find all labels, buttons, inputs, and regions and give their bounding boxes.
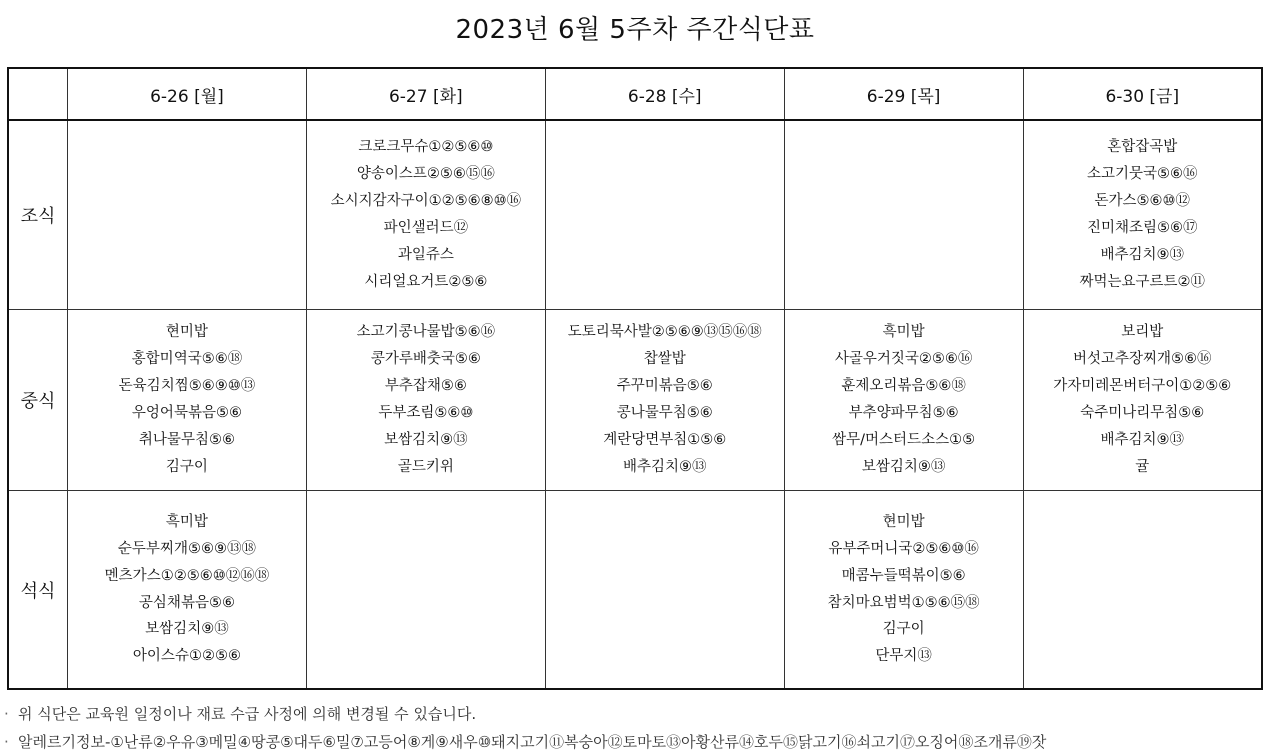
menu-cell	[545, 310, 784, 491]
dish-item: 숙주미나리무침⑤⑥	[1080, 405, 1205, 421]
dish-item: 멘츠가스①②⑤⑥⑩⑫⑯⑱	[104, 567, 270, 584]
dish-item: 주꾸미볶음⑤⑥	[616, 378, 713, 395]
meal-row-dinner	[8, 491, 1262, 690]
meal-row-lunch	[8, 310, 1262, 491]
allergy-info: 알레르기정보-①난류②우유③메밀④땅콩⑤대두⑥밀⑦고등어⑧게⑨새우⑩돼지고기⑪복숭아⑫토마토⑬아황산류⑭호두⑮닭고기⑯쇠고기⑰오징어⑱조개류⑲잣	[18, 733, 1047, 751]
dish-item: 사골우거짓국②⑤⑥⑯	[834, 351, 973, 368]
dish-item: 귤	[1135, 458, 1150, 475]
footer-notes	[4, 700, 1266, 756]
dish-item: 부추양파무침⑤⑥	[848, 405, 959, 421]
menu-cell	[68, 120, 307, 310]
corner-cell	[8, 68, 68, 120]
dish-item: 유부주머니국②⑤⑥⑩⑯	[828, 540, 979, 557]
change-notice: 위 식단은 교육원 일정이나 재료 수급 사정에 의해 변경될 수 있습니다.	[18, 705, 477, 723]
dish-item: 김구이	[882, 621, 925, 638]
dish-item: 보쌈김치⑨⑬	[145, 621, 229, 638]
dish-item: 파인샐러드⑫	[383, 220, 469, 236]
meal-label: 중식	[8, 310, 68, 491]
dish-item: 두부조림⑤⑥⑩	[378, 405, 474, 421]
dish-item: 양송이스프②⑤⑥⑮⑯	[356, 166, 495, 183]
dish-item: 매콤누들떡볶이⑤⑥	[841, 567, 966, 584]
dish-item: 혼합잡곡밥	[1107, 139, 1178, 156]
bullet-icon: ·	[4, 705, 9, 723]
dish-item: 우엉어묵볶음⑤⑥	[131, 405, 242, 421]
dish-item: 참치마요범벅①⑤⑥⑮⑱	[827, 594, 980, 611]
dish-item: 가자미레몬버터구이①②⑤⑥	[1053, 378, 1232, 395]
dish-item: 과일쥬스	[397, 246, 454, 263]
meal-row-breakfast	[8, 120, 1262, 310]
dish-item: 순두부찌개⑤⑥⑨⑬⑱	[117, 540, 256, 557]
day-header: 6-28 [수]	[545, 68, 784, 120]
day-header: 6-26 [월]	[68, 68, 307, 120]
dish-item: 공심채볶음⑤⑥	[138, 594, 235, 611]
menu-cell	[1023, 491, 1262, 690]
dish-item: 콩가루배춧국⑤⑥	[370, 351, 481, 368]
dish-item: 배추김치⑨⑬	[1100, 246, 1185, 263]
dish-item: 취나물무침⑤⑥	[138, 431, 235, 448]
menu-cell	[306, 120, 545, 310]
dish-item: 현미밥	[882, 513, 925, 530]
dish-item: 흑미밥	[165, 513, 208, 530]
page-title: 2023년 6월 5주차 주간식단표	[455, 15, 815, 45]
dish-item: 부추잡채⑤⑥	[384, 378, 467, 395]
header-row	[8, 68, 1262, 120]
dish-item: 골드키위	[397, 458, 454, 475]
dish-item: 아이스슈①②⑤⑥	[132, 648, 241, 665]
bullet-icon: ·	[4, 733, 9, 751]
dish-item: 콩나물무침⑤⑥	[616, 405, 713, 421]
menu-cell	[306, 310, 545, 491]
dish-item: 단무지⑬	[875, 648, 932, 665]
dish-item: 소고기뭇국⑤⑥⑯	[1087, 166, 1198, 183]
dish-item: 시리얼요거트②⑤⑥	[364, 273, 488, 290]
dish-item: 버섯고추장찌개⑤⑥⑯	[1073, 351, 1212, 368]
footer-allergy-line	[4, 728, 1266, 756]
dish-item: 돈가스⑤⑥⑩⑫	[1094, 193, 1191, 210]
dish-item: 쌈무/머스터드소스①⑤	[832, 431, 976, 448]
menu-cell	[306, 491, 545, 690]
dish-item: 찹쌀밥	[643, 351, 686, 368]
day-header: 6-30 [금]	[1023, 68, 1262, 120]
dish-item: 훈제오리볶음⑤⑥⑱	[841, 378, 966, 395]
dish-item: 크로크무슈①②⑤⑥⑩	[358, 139, 494, 156]
dish-item: 현미밥	[165, 324, 208, 341]
menu-cell	[68, 310, 307, 491]
dish-item: 돈육김치찜⑤⑥⑨⑩⑬	[118, 378, 256, 395]
dish-item: 홍합미역국⑤⑥⑱	[131, 351, 243, 368]
dish-item: 보리밥	[1121, 324, 1164, 341]
menu-cell	[784, 491, 1023, 690]
menu-cell	[545, 491, 784, 690]
dish-item: 흑미밥	[882, 324, 925, 341]
dish-item: 계란당면부침①⑤⑥	[603, 431, 727, 448]
footer-note-line	[4, 700, 1266, 728]
weekly-menu-table	[7, 67, 1263, 690]
menu-cell	[784, 120, 1023, 310]
dish-item: 보쌈김치⑨⑬	[861, 458, 946, 475]
dish-item: 보쌈김치⑨⑬	[384, 431, 468, 448]
menu-cell	[784, 310, 1023, 491]
dish-item: 배추김치⑨⑬	[622, 458, 707, 475]
dish-item: 김구이	[165, 458, 208, 475]
menu-cell	[1023, 310, 1262, 491]
menu-cell	[1023, 120, 1262, 310]
dish-item: 짜먹는요구르트②⑪	[1079, 273, 1206, 290]
day-header: 6-27 [화]	[306, 68, 545, 120]
menu-cell	[545, 120, 784, 310]
dish-item: 소고기콩나물밥⑤⑥⑯	[356, 324, 496, 341]
dish-item: 소시지감자구이①②⑤⑥⑧⑩⑯	[330, 193, 522, 210]
day-header: 6-29 [목]	[784, 68, 1023, 120]
menu-cell	[68, 491, 307, 690]
dish-item: 도토리묵사발②⑤⑥⑨⑬⑮⑯⑱	[567, 324, 762, 341]
meal-label: 조식	[8, 120, 68, 310]
meal-label: 석식	[8, 491, 68, 690]
dish-item: 진미채조림⑤⑥⑰	[1087, 220, 1198, 236]
dish-item: 배추김치⑨⑬	[1100, 431, 1185, 448]
